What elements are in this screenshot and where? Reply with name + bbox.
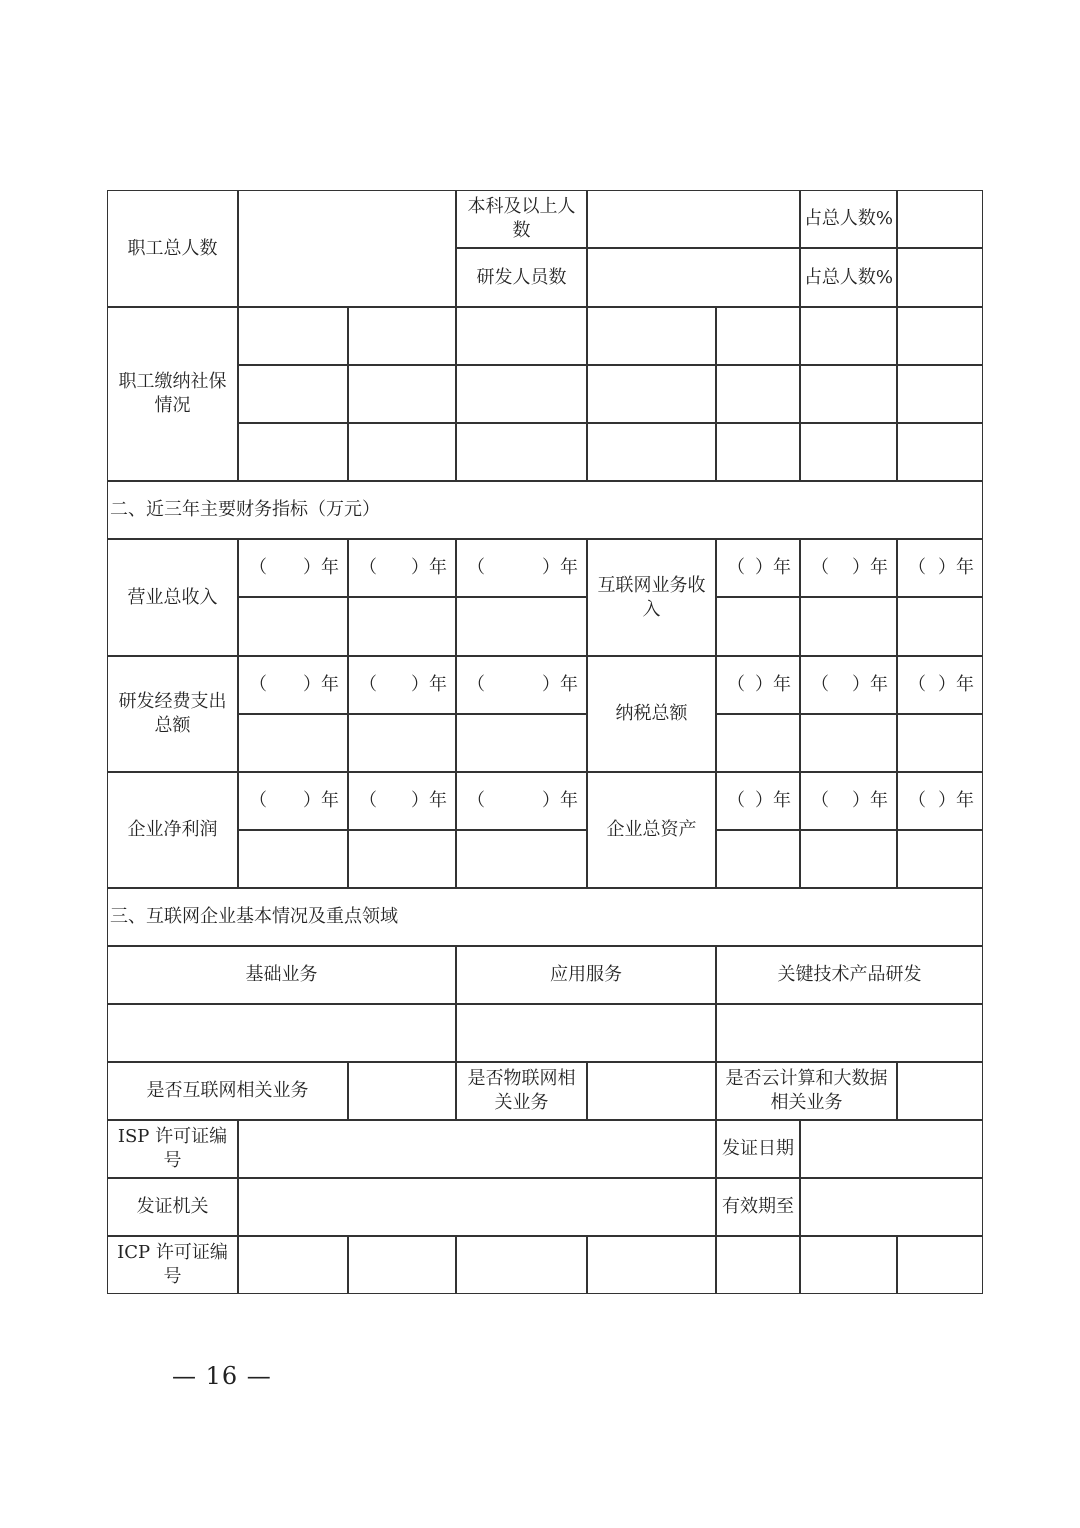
year-close-paren: ）年 bbox=[755, 674, 791, 695]
year-label bbox=[456, 539, 587, 597]
basic-business-input[interactable] bbox=[107, 1004, 456, 1062]
social-insurance-cell[interactable] bbox=[587, 423, 716, 481]
year-label bbox=[897, 772, 983, 830]
icp-license-cell[interactable] bbox=[238, 1236, 348, 1294]
finance-value-input[interactable] bbox=[897, 714, 983, 772]
year-label bbox=[238, 656, 348, 714]
social-insurance-cell[interactable] bbox=[897, 307, 983, 365]
social-insurance-cell[interactable] bbox=[716, 307, 800, 365]
social-insurance-cell[interactable] bbox=[456, 365, 587, 423]
year-open-paren: （ bbox=[908, 674, 926, 695]
social-insurance-cell[interactable] bbox=[716, 423, 800, 481]
year-close-paren: ）年 bbox=[542, 557, 578, 578]
label-social-insurance: 职工缴纳社保情况 bbox=[107, 307, 238, 481]
year-label bbox=[456, 656, 587, 714]
year-label bbox=[716, 539, 800, 597]
year-close-paren: ）年 bbox=[852, 790, 888, 811]
year-label bbox=[716, 656, 800, 714]
finance-value-input[interactable] bbox=[456, 597, 587, 656]
year-label bbox=[897, 539, 983, 597]
label-iot-related: 是否物联网相关业务 bbox=[456, 1062, 587, 1120]
finance-value-input[interactable] bbox=[456, 830, 587, 888]
social-insurance-cell[interactable] bbox=[587, 307, 716, 365]
year-label bbox=[800, 656, 897, 714]
social-insurance-cell[interactable] bbox=[800, 307, 897, 365]
year-open-paren: （ bbox=[467, 674, 485, 695]
year-close-paren: ）年 bbox=[303, 674, 339, 695]
social-insurance-cell[interactable] bbox=[456, 307, 587, 365]
social-insurance-cell[interactable] bbox=[716, 365, 800, 423]
year-open-paren: （ bbox=[908, 557, 926, 578]
year-open-paren: （ bbox=[467, 557, 485, 578]
finance-value-input[interactable] bbox=[348, 830, 456, 888]
icp-license-cell[interactable] bbox=[897, 1236, 983, 1294]
year-close-paren: ）年 bbox=[411, 674, 447, 695]
social-insurance-cell[interactable] bbox=[348, 307, 456, 365]
year-close-paren: ）年 bbox=[542, 674, 578, 695]
year-close-paren: ）年 bbox=[852, 557, 888, 578]
social-insurance-cell[interactable] bbox=[348, 423, 456, 481]
label-revenue: 营业总收入 bbox=[107, 539, 238, 656]
year-close-paren: ）年 bbox=[303, 790, 339, 811]
heading-finance: 二、近三年主要财务指标（万元） bbox=[107, 481, 983, 539]
year-close-paren: ）年 bbox=[852, 674, 888, 695]
social-insurance-cell[interactable] bbox=[238, 365, 348, 423]
icp-license-cell[interactable] bbox=[348, 1236, 456, 1294]
year-close-paren: ）年 bbox=[303, 557, 339, 578]
social-insurance-cell[interactable] bbox=[897, 423, 983, 481]
issue-date-input[interactable] bbox=[800, 1120, 983, 1178]
cloud-bigdata-input[interactable] bbox=[897, 1062, 983, 1120]
label-percent-total-1: 占总人数% bbox=[800, 190, 897, 248]
year-open-paren: （ bbox=[467, 790, 485, 811]
finance-value-input[interactable] bbox=[800, 830, 897, 888]
year-close-paren: ）年 bbox=[542, 790, 578, 811]
social-insurance-cell[interactable] bbox=[800, 365, 897, 423]
year-label bbox=[716, 772, 800, 830]
year-open-paren: （ bbox=[727, 674, 745, 695]
rnd-staff-input[interactable] bbox=[587, 248, 800, 307]
icp-license-cell[interactable] bbox=[587, 1236, 716, 1294]
year-label bbox=[348, 656, 456, 714]
social-insurance-cell[interactable] bbox=[238, 307, 348, 365]
year-open-paren: （ bbox=[249, 557, 267, 578]
year-close-paren: ）年 bbox=[938, 557, 974, 578]
issuing-authority-input[interactable] bbox=[238, 1178, 716, 1236]
label-internet-related: 是否互联网相关业务 bbox=[107, 1062, 348, 1120]
label-total-staff: 职工总人数 bbox=[107, 190, 238, 307]
label-application-services: 应用服务 bbox=[456, 946, 716, 1004]
iot-related-input[interactable] bbox=[587, 1062, 716, 1120]
year-open-paren: （ bbox=[908, 790, 926, 811]
label-cloud-bigdata: 是否云计算和大数据相关业务 bbox=[716, 1062, 897, 1120]
social-insurance-cell[interactable] bbox=[456, 423, 587, 481]
year-open-paren: （ bbox=[811, 790, 829, 811]
finance-value-input[interactable] bbox=[238, 597, 348, 656]
social-insurance-cell[interactable] bbox=[800, 423, 897, 481]
year-close-paren: ）年 bbox=[411, 790, 447, 811]
year-label bbox=[800, 539, 897, 597]
icp-license-cell[interactable] bbox=[456, 1236, 587, 1294]
year-close-paren: ）年 bbox=[938, 790, 974, 811]
label-percent-total-2: 占总人数% bbox=[800, 248, 897, 307]
label-internet-revenue: 互联网业务收入 bbox=[587, 539, 716, 656]
year-open-paren: （ bbox=[811, 557, 829, 578]
label-rnd-staff: 研发人员数 bbox=[456, 248, 587, 307]
year-open-paren: （ bbox=[727, 557, 745, 578]
finance-value-input[interactable] bbox=[716, 597, 800, 656]
heading-internet: 三、互联网企业基本情况及重点领域 bbox=[107, 888, 983, 946]
finance-value-input[interactable] bbox=[897, 830, 983, 888]
year-close-paren: ）年 bbox=[938, 674, 974, 695]
year-label bbox=[456, 772, 587, 830]
application-services-input[interactable] bbox=[456, 1004, 716, 1062]
bachelor-above-input[interactable] bbox=[587, 190, 800, 248]
year-close-paren: ）年 bbox=[755, 557, 791, 578]
year-label bbox=[348, 539, 456, 597]
label-bachelor-above: 本科及以上人数 bbox=[456, 190, 587, 248]
label-basic-business: 基础业务 bbox=[107, 946, 456, 1004]
year-open-paren: （ bbox=[811, 674, 829, 695]
finance-value-input[interactable] bbox=[800, 714, 897, 772]
label-key-tech-rnd: 关键技术产品研发 bbox=[716, 946, 983, 1004]
year-label bbox=[238, 772, 348, 830]
finance-value-input[interactable] bbox=[238, 830, 348, 888]
social-insurance-cell[interactable] bbox=[587, 365, 716, 423]
percent-total-1-input[interactable] bbox=[897, 190, 983, 248]
social-insurance-cell[interactable] bbox=[348, 365, 456, 423]
internet-related-input[interactable] bbox=[348, 1062, 456, 1120]
finance-value-input[interactable] bbox=[716, 830, 800, 888]
key-tech-rnd-input[interactable] bbox=[716, 1004, 983, 1062]
label-icp-license: ICP 许可证编号 bbox=[107, 1236, 238, 1294]
year-open-paren: （ bbox=[249, 674, 267, 695]
label-issuing-authority: 发证机关 bbox=[107, 1178, 238, 1236]
year-label bbox=[348, 772, 456, 830]
isp-license-input[interactable] bbox=[238, 1120, 716, 1178]
year-label bbox=[238, 539, 348, 597]
label-rnd-expense: 研发经费支出总额 bbox=[107, 656, 238, 772]
finance-value-input[interactable] bbox=[348, 597, 456, 656]
finance-value-input[interactable] bbox=[456, 714, 587, 772]
total-staff-input[interactable] bbox=[238, 190, 456, 307]
year-open-paren: （ bbox=[359, 674, 377, 695]
label-net-profit: 企业净利润 bbox=[107, 772, 238, 888]
label-issue-date: 发证日期 bbox=[716, 1120, 800, 1178]
finance-value-input[interactable] bbox=[238, 714, 348, 772]
year-close-paren: ）年 bbox=[755, 790, 791, 811]
finance-value-input[interactable] bbox=[800, 597, 897, 656]
year-open-paren: （ bbox=[359, 790, 377, 811]
valid-until-input[interactable] bbox=[800, 1178, 983, 1236]
year-open-paren: （ bbox=[727, 790, 745, 811]
year-open-paren: （ bbox=[359, 557, 377, 578]
year-open-paren: （ bbox=[249, 790, 267, 811]
page-number: — 16 — bbox=[172, 1362, 272, 1390]
year-label bbox=[800, 772, 897, 830]
finance-value-input[interactable] bbox=[897, 597, 983, 656]
social-insurance-cell[interactable] bbox=[238, 423, 348, 481]
year-close-paren: ）年 bbox=[411, 557, 447, 578]
label-valid-until: 有效期至 bbox=[716, 1178, 800, 1236]
icp-license-cell[interactable] bbox=[716, 1236, 800, 1294]
year-label bbox=[897, 656, 983, 714]
icp-license-cell[interactable] bbox=[800, 1236, 897, 1294]
label-total-assets: 企业总资产 bbox=[587, 772, 716, 888]
label-tax-total: 纳税总额 bbox=[587, 656, 716, 772]
label-isp-license: ISP 许可证编号 bbox=[107, 1120, 238, 1178]
social-insurance-cell[interactable] bbox=[897, 365, 983, 423]
finance-value-input[interactable] bbox=[348, 714, 456, 772]
finance-value-input[interactable] bbox=[716, 714, 800, 772]
percent-total-2-input[interactable] bbox=[897, 248, 983, 307]
